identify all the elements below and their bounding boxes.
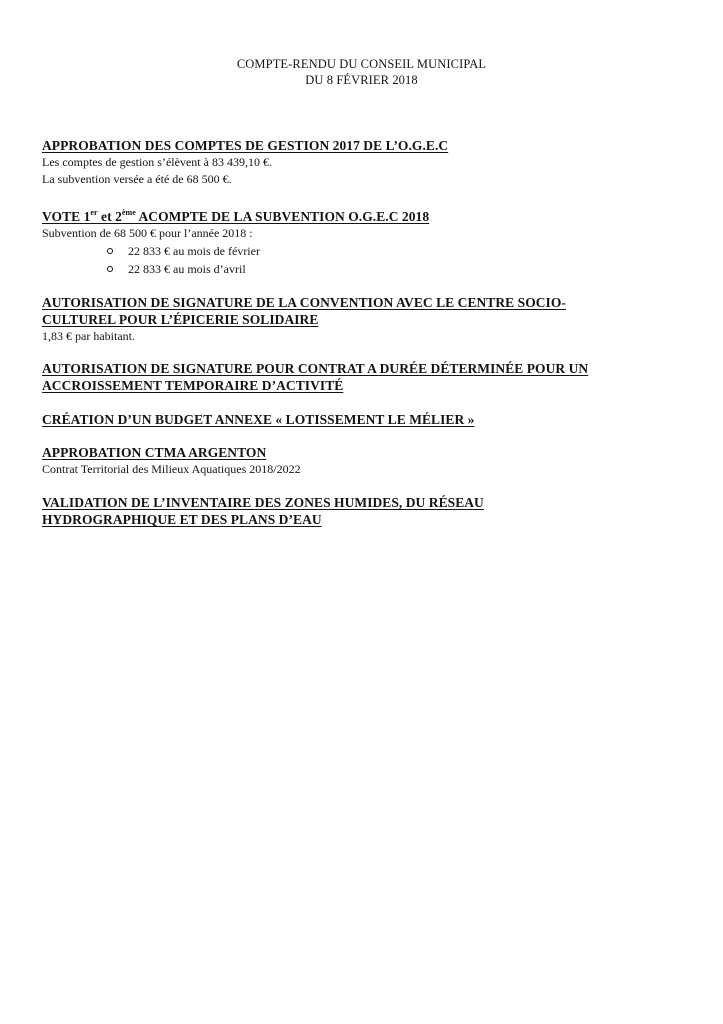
list-item-text: 22 833 € au mois de février xyxy=(128,244,260,258)
section-heading: HYDROGRAPHIQUE ET DES PLANS D’EAU xyxy=(42,512,322,527)
list-item-text: 22 833 € au mois d’avril xyxy=(128,262,246,276)
section-vote-acompte xyxy=(42,208,662,278)
section-heading: CRÉATION D’UN BUDGET ANNEXE « LOTISSEMENT LE MÉLIER » xyxy=(42,412,475,427)
body-text-line: Les comptes de gestion s’élèvent à 83 439,10 €. xyxy=(42,155,272,169)
section-heading: APPROBATION DES COMPTES DE GESTION 2017 DE L’O.G.E.C xyxy=(42,138,449,153)
heading-text: ACOMPTE DE LA SUBVENTION O.G.E.C 2018 xyxy=(135,209,430,224)
hollow-bullet-icon xyxy=(107,266,113,272)
list-item xyxy=(42,242,662,260)
heading-superscript: er xyxy=(90,207,98,217)
section-heading: AUTORISATION DE SIGNATURE DE LA CONVENTION AVEC LE CENTRE SOCIO- xyxy=(42,295,566,310)
section-ctma-argenton xyxy=(42,444,662,478)
bullet-list xyxy=(42,242,662,278)
section-heading: AUTORISATION DE SIGNATURE POUR CONTRAT A DURÉE DÉTERMINÉE POUR UN xyxy=(42,361,589,376)
section-inventaire-zones-humides xyxy=(42,494,662,528)
body-text-line: 1,83 € par habitant. xyxy=(42,329,135,343)
section-approbation-comptes xyxy=(42,137,662,188)
section-contrat-duree-determinee xyxy=(42,360,662,394)
hollow-bullet-icon xyxy=(107,248,113,254)
body-text-line: Contrat Territorial des Milieux Aquatiques 2018/2022 xyxy=(42,462,301,476)
document-date: DU 8 FÉVRIER 2018 xyxy=(305,73,418,87)
section-convention-epicerie xyxy=(42,294,662,345)
body-text-line: La subvention versée a été de 68 500 €. xyxy=(42,172,232,186)
section-heading: APPROBATION CTMA ARGENTON xyxy=(42,445,267,460)
document-header xyxy=(0,56,723,88)
section-heading: VALIDATION DE L’INVENTAIRE DES ZONES HUMIDES, DU RÉSEAU xyxy=(42,495,484,510)
document-title: COMPTE-RENDU DU CONSEIL MUNICIPAL xyxy=(236,57,487,71)
body-text-line: Subvention de 68 500 € pour l’année 2018 : xyxy=(42,226,253,240)
heading-text: et 2 xyxy=(97,209,122,224)
heading-text: VOTE 1 xyxy=(42,209,91,224)
section-heading: CULTUREL POUR L’ÉPICERIE SOLIDAIRE xyxy=(42,312,319,327)
section-heading xyxy=(42,208,662,225)
heading-superscript: ème xyxy=(121,207,136,217)
section-heading: ACCROISSEMENT TEMPORAIRE D’ACTIVITÉ xyxy=(42,378,344,393)
section-budget-annexe xyxy=(42,411,662,428)
list-item xyxy=(42,260,662,278)
